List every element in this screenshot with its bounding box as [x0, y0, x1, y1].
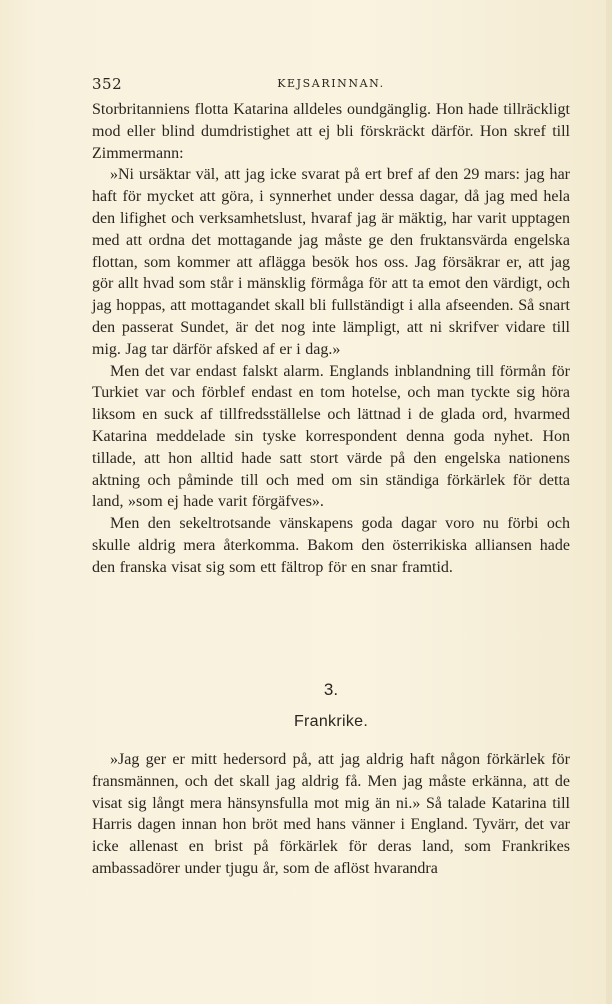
paragraph: »Jag ger er mitt hedersord på, att jag aldrig haft någon förkärlek för fransmännen, och det skall jag aldrig få. Men jag måste erkänna, att de visat sig långt mera hänsynsfulla mot mig än ni.» Så talade Katarina till Harris dagen innan hon bröt med hans vänner i England. Tyvärr, det var icke allenast en brist på förkärlek för deras land, som Frankrikes ambassadörer under tjugu år, som de aflöst hvarandra	[92, 751, 570, 877]
section-title: Frankrike.	[293, 713, 369, 730]
paragraph: Men den sekeltrotsande vänskapens goda dagar voro nu förbi och skulle aldrig mera återkomma. Bakom den österrikiska alliansen hade den franska visat sig som ett fältrop för en snar framtid.	[92, 515, 570, 576]
section-number: 3.	[323, 680, 339, 699]
paragraph: Storbritanniens flotta Katarina alldeles oundgänglig. Hon hade tillräckligt mod eller blind dumdristighet att ej bli förskräckt därför. Hon skref till Zimmermann:	[92, 101, 570, 162]
paragraph: Men det var endast falskt alarm. Englands inblandning till förmån för Turkiet var och förblef endast en tom hotelse, och man tyckte sig höra liksom en suck af tillfredsställelse och lättnad i de glada ord, hvarmed Katarina meddelade sin tyske korrespondent denna goda nyhet. Hon tillade, att hon alltid hade satt stort värde på den engelska nationens aktning och påminde till och med om sin ständiga förkärlek för detta land, »som ej hade varit förgäfves».	[92, 362, 570, 511]
running-title: KEJSARINNAN.	[277, 77, 385, 90]
page-edge	[606, 0, 612, 1004]
paragraph: »Ni ursäktar väl, att jag icke svarat på ert bref af den 29 mars: jag har haft för mycket att göra, i synnerhet under dessa dagar, då jag med hela den lifighet och verksamhetslust, hvaraf jag är mäktig, har varit upptagen med att ordna det mottagande jag måste ge den fruktansvärda engelska flottan, som kommer att aflägga besök hos oss. Jag försäkrar er, att jag gör allt hvad som står i mänsklig förmåga för att ta emot den värdigt, och jag hoppas, att mottagandet skall bli fullständigt i alla afseenden. Så snart den passerat Sundet, är det nog inte lämpligt, att ni skrifver vidare till mig. Jag tar därför afsked af er i dag.»	[92, 166, 570, 358]
main-text-top	[92, 99, 570, 579]
page-number: 352	[92, 75, 123, 93]
page-header	[92, 75, 570, 93]
main-text-bottom	[92, 749, 570, 880]
